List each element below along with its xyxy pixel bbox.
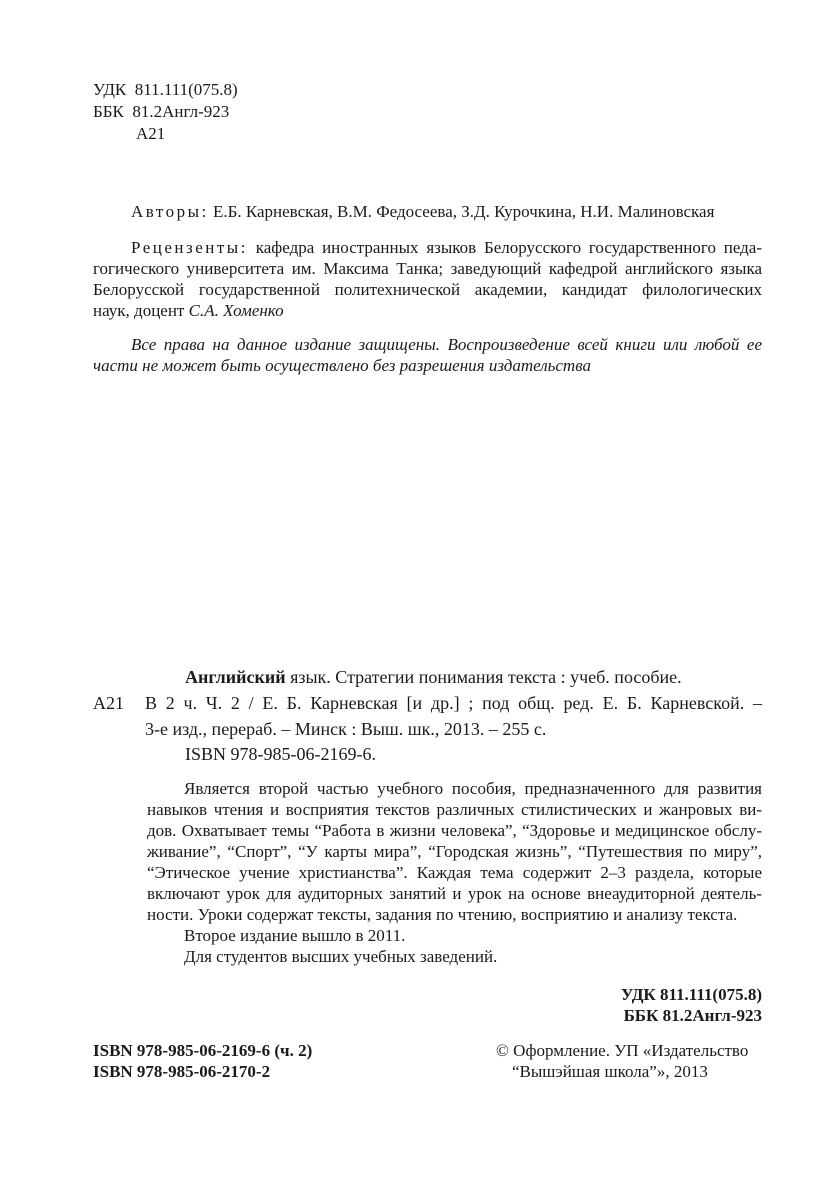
annotation-line-2: навыков чтения и восприятия текстов различных стилистических и жанровых ви-	[147, 800, 762, 819]
annotation-line-7: ности. Уроки содержат тексты, задания по чтению, восприятию и анализу текста.	[147, 905, 738, 924]
bbk-value: 81.2Англ-923	[132, 102, 230, 121]
reviewers-last-prefix: наук, доцент	[93, 301, 185, 320]
copyright-line-1: © Оформление. УП «Издательство	[496, 1041, 749, 1060]
annotation-line-1: Является второй частью учебного пособия, предназначенного для развития	[184, 779, 762, 798]
catalog-line-2: В 2 ч. Ч. 2 / Е. Б. Карневская [и др.] ; под общ. ред. Е. Б. Карневской. –	[145, 693, 762, 713]
reviewers-line-4	[93, 300, 284, 322]
catalog-mark: А21	[93, 693, 124, 713]
reviewers-line-3: Белорусской государственной политехнической академии, кандидат филологических	[93, 280, 762, 299]
bottom-udk: УДК 811.111(075.8)	[620, 985, 762, 1004]
reviewers-line-2: гогического университета им. Максима Танка; заведующий кафедрой английского языка	[93, 259, 762, 278]
isbn-part: ISBN 978-985-06-2169-6 (ч. 2)	[93, 1041, 313, 1060]
udk-line	[93, 79, 238, 101]
reviewer-name: С.А. Хоменко	[188, 301, 284, 320]
authors-line	[131, 201, 714, 223]
isbn-set: ISBN 978-985-06-2170-2	[93, 1062, 271, 1081]
reviewers-line-1	[131, 237, 762, 259]
author-mark-top: А21	[136, 124, 166, 143]
bbk-line	[93, 101, 229, 123]
catalog-isbn: ISBN 978-985-06-2169-6.	[185, 744, 376, 764]
catalog-title-rest: язык. Стратегии понимания текста : учеб. пособие.	[290, 667, 682, 687]
catalog-title-line	[185, 666, 682, 688]
audience-note: Для студентов высших учебных заведений.	[184, 947, 498, 966]
bbk-label: ББК	[93, 102, 124, 121]
udk-value: 811.111(075.8)	[134, 80, 238, 99]
rights-line-1: Все права на данное издание защищены. Воспроизведение всей книги или любой ее	[131, 335, 762, 354]
reviewers-label: Рецензенты:	[131, 238, 248, 257]
second-edition-note: Второе издание вышло в 2011.	[184, 926, 406, 945]
annotation-line-4: живание”, “Спорт”, “У карты мира”, “Городская жизнь”, “Путешествия по миру”,	[147, 842, 762, 861]
catalog-title-bold: Английский	[185, 667, 286, 687]
annotation-line-3: дов. Охватывает темы “Работа в жизни человека”, “Здоровье и медицинское обслу-	[147, 821, 762, 840]
reviewers-text-1: кафедра иностранных языков Белорусского государственного педа-	[255, 238, 762, 257]
authors-names: Е.Б. Карневская, В.М. Федосеева, З.Д. Курочкина, Н.И. Малиновская	[212, 202, 715, 221]
annotation-line-6: включают урок для аудиторных занятий и урок на основе внеаудиторной деятель-	[147, 884, 762, 903]
copyright-line-2: “Вышэйшая школа”», 2013	[512, 1062, 708, 1081]
bottom-bbk: ББК 81.2Англ-923	[623, 1006, 762, 1025]
udk-label: УДК	[93, 80, 127, 99]
authors-label: Авторы:	[131, 202, 209, 221]
rights-line-2: части не может быть осуществлено без разрешения издательства	[93, 356, 591, 375]
annotation-line-5: “Этическое учение христианства”. Каждая тема содержит 2–3 раздела, которые	[147, 863, 762, 882]
catalog-line-3: 3-е изд., перераб. – Минск : Выш. шк., 2013. – 255 с.	[145, 719, 547, 739]
